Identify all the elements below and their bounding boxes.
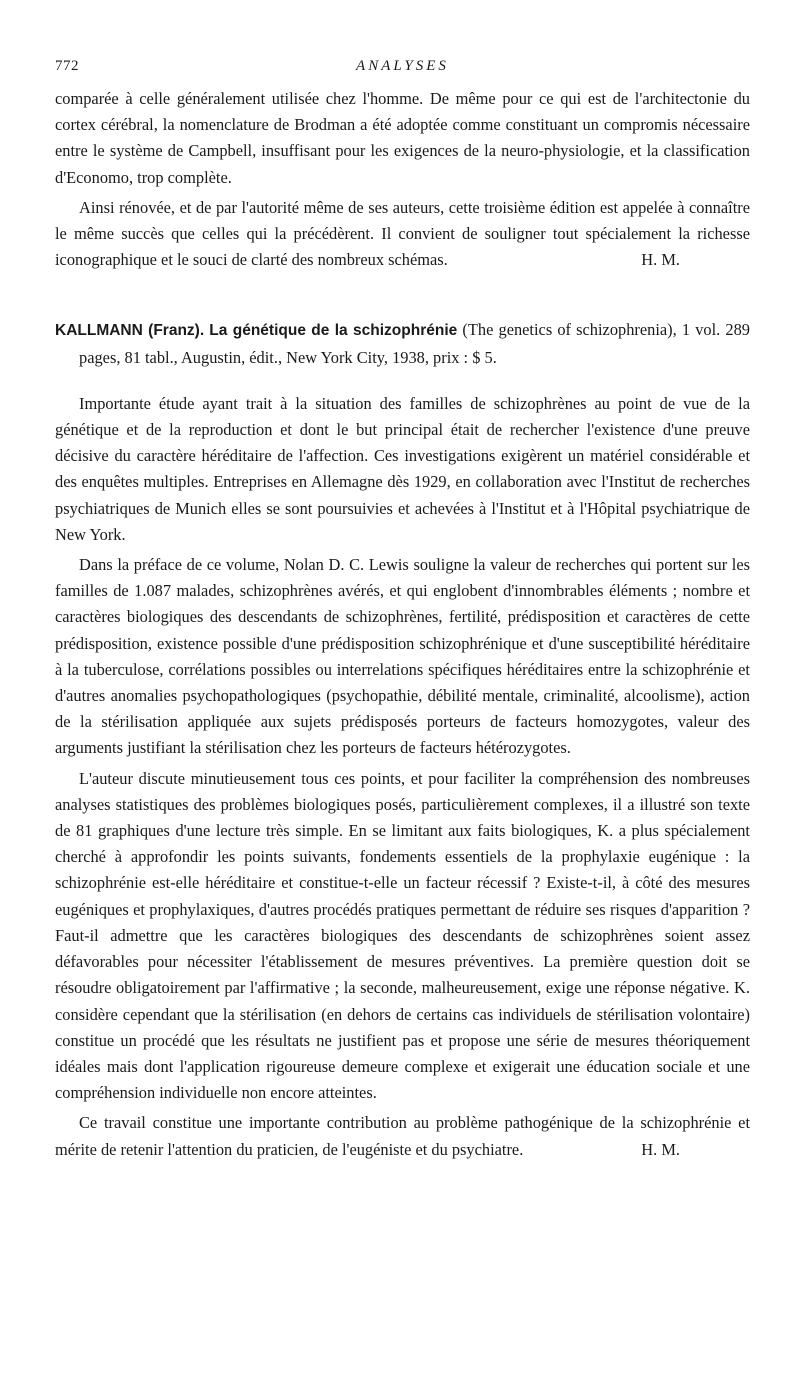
review-paragraph-4	[55, 1110, 750, 1162]
previous-review-paragraph-1: comparée à celle généralement utilisée chez l'homme. De même pour ce qui est de l'architectonie du cortex cérébral, la nomenclature de Brodman a été adoptée comme constituant un compromis nécessaire entre le système de Campbell, insuffisant pour les exigences de la neuro-physiologie, et la classification d'Economo, trop complète.	[55, 89, 750, 187]
journal-page	[55, 58, 750, 1163]
review-citation	[55, 317, 750, 370]
page-number: 772	[55, 58, 79, 74]
review-signature: H. M.	[641, 1139, 680, 1159]
review-title: La génétique de la schizophrénie	[209, 322, 458, 340]
review-paragraph-1: Importante étude ayant trait à la situation des familles de schizophrènes au point de vue de la génétique et de la reproduction et dont le but principal était de rechercher l'existence d'une preuve décisive du caractère héréditaire de l'affection. Ces investigations exigèrent un matériel considérable et des enquêtes multiples. Entreprises en Allemagne dès 1929, en collaboration avec l'Institut de recherches psychiatriques de Munich elles se sont poursuivies et achevées à l'Institut et à l'Hôpital psychiatrique de New York.	[55, 393, 750, 544]
review-paragraph-2: Dans la préface de ce volume, Nolan D. C. Lewis souligne la valeur de recherches qui portent sur les familles de 1.087 malades, schizophrènes avérés, et qui englobent d'innombrables éléments ; nombre et caractères biologiques des descendants de schizophrènes, fertilité, prédisposition et caractères de cette prédisposition, existence possible d'une prédisposition schizophrénique et d'une susceptibilité héréditaire à la tuberculose, corrélations possibles ou interrelations spécifiques héréditaires entre la schizophrénie et d'autres anomalies psychopathologiques (psychopathie, débilité mentale, criminalité, alcoolisme), action de la stérilisation appliquée aux sujets prédisposés porteurs de facteurs homozygotes, valeur des arguments justifiant la stérilisation chez les porteurs de facteurs hétérozygotes.	[55, 555, 750, 758]
review-paragraph-3: L'auteur discute minutieusement tous ces points, et pour faciliter la compréhension des nombreuses analyses statistiques des problèmes biologiques posés, particulièrement complexes, il a illustré son texte de 81 graphiques d'une lecture très simple. En se limitant aux faits biologiques, K. a plus spécialement cherché à approfondir les points suivants, fondements essentiels de la prophylaxie eugénique : la schizophrénie est-elle héréditaire et constitue-t-elle un facteur récessif ? Existe-t-il, à côté des mesures eugéniques et prophylaxiques, d'autres procédés pratiques permettant de réduire ses risques d'apparition ? Faut-il admettre que les caractères biologiques des descendants de schizophrènes soient assez défavorables pour nécessiter l'établissement de mesures préventives. La première question doit se résoudre obligatoirement par l'affirmative ; la seconde, malheureusement, exige une réponse négative. K. considère cependant que la stérilisation (en dehors de certains cas individuels de stérilisation volontaire) constitue un procédé que les résultats ne justifient pas et propose une série de mesures théoriquement idéales mais dont l'application rigoureuse demeure complexe et exigerait une éducation sociale et une compréhension individuelle non encore atteintes.	[55, 768, 750, 1103]
previous-review-paragraph-2-text: Ainsi rénovée, et de par l'autorité même de ses auteurs, cette troisième édition est appelée à connaître le même succès que celles qui la précédèrent. Il convient de souligner tout spécialement la richesse iconographique et le souci de clarté des nombreux schémas.	[55, 197, 750, 270]
previous-review-continuation	[55, 86, 750, 273]
running-head	[55, 58, 750, 86]
previous-review-signature: H. M.	[641, 250, 680, 270]
section-title: ANALYSES	[356, 58, 449, 74]
previous-review-paragraph-2	[55, 195, 750, 274]
review-citation-details: (The genetics of schizophrenia), 1 vol. 289 pages, 81 tabl., Augustin, édit., New York City, 1938, prix : $ 5.	[79, 320, 750, 367]
review-author: KALLMANN (Franz).	[55, 322, 205, 340]
review-body	[55, 391, 750, 1163]
review-paragraph-4-text: Ce travail constitue une importante contribution au problème pathogénique de la schizophrénie et mérite de retenir l'attention du praticien, de l'eugéniste et du psychiatre.	[55, 1113, 750, 1159]
